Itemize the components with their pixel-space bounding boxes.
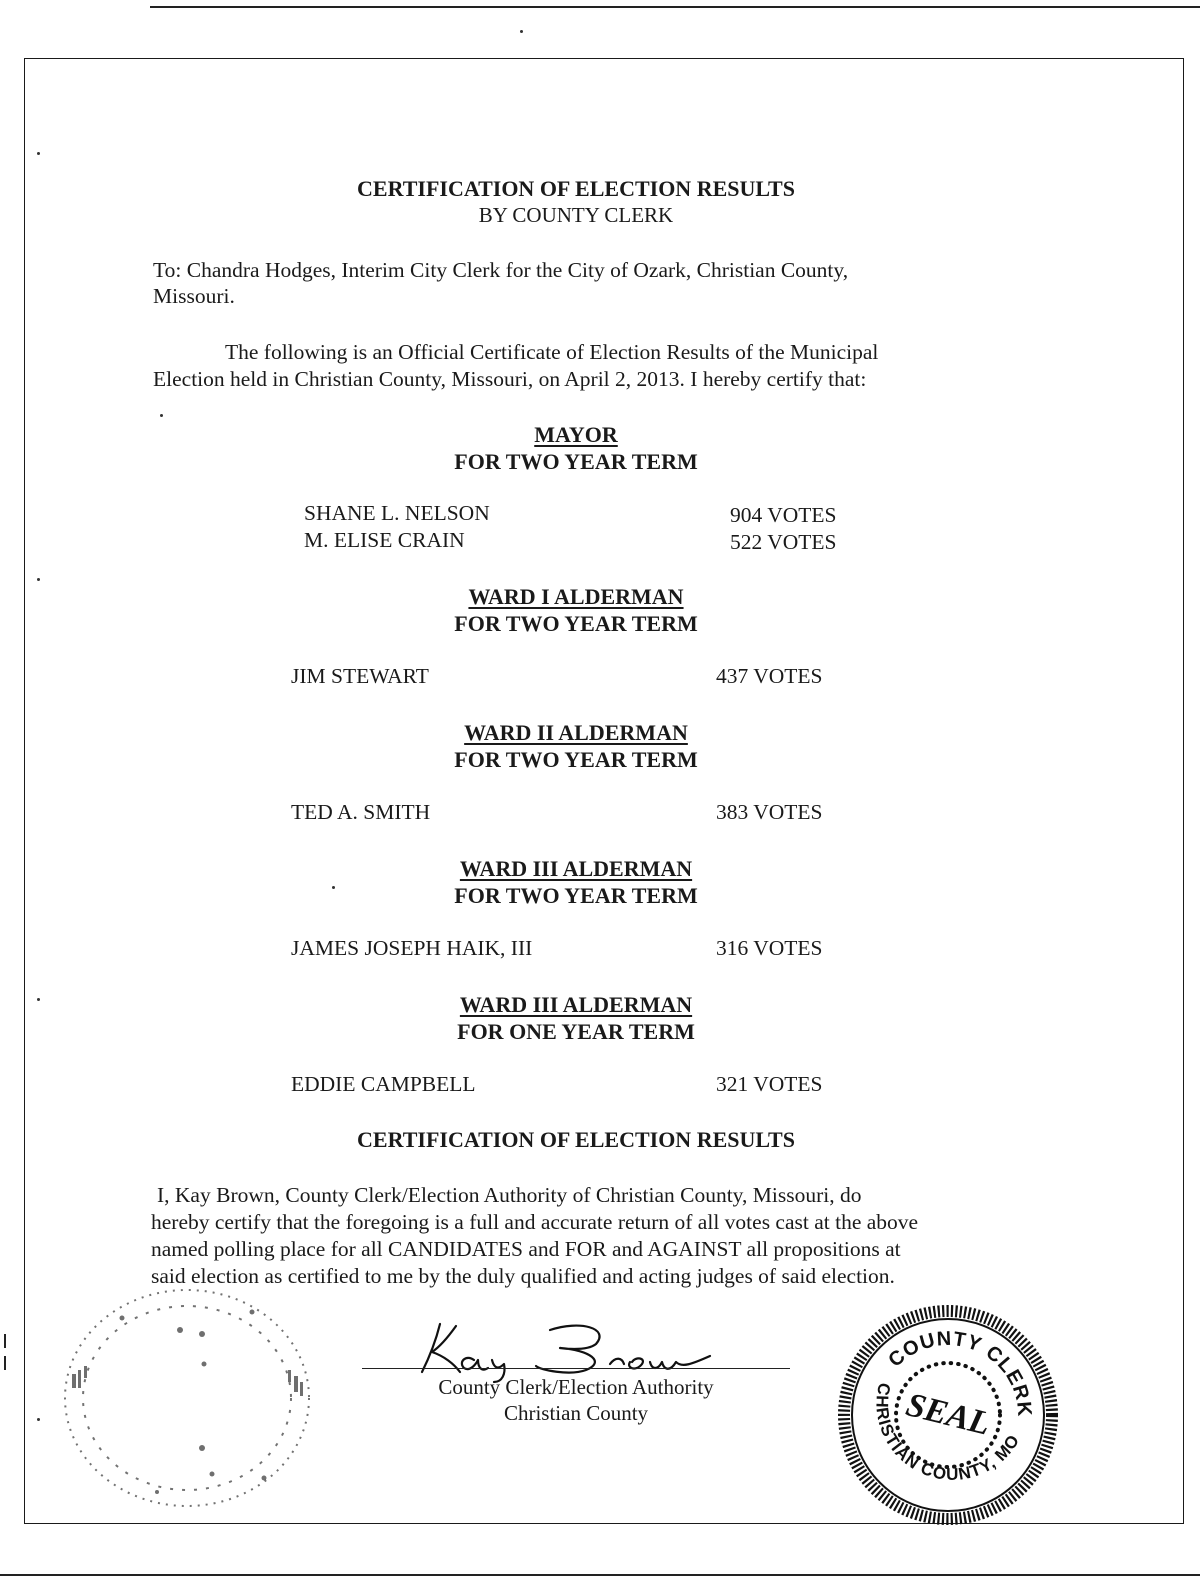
scan-margin-mark [4,1334,6,1348]
scan-speck [160,414,163,417]
certification-line-3: named polling place for all CANDIDATES and FOR and AGAINST all propositions at [151,1237,901,1261]
race-office-heading: WARD I ALDERMAN [468,584,684,609]
race-term-heading: FOR TWO YEAR TERM [454,883,698,908]
signature-line [362,1368,790,1369]
candidate-name: TED A. SMITH [291,800,431,824]
seal-top-text: COUNTY CLERK [884,1327,1036,1418]
race-office-heading: WARD II ALDERMAN [464,720,688,745]
candidate-name: JAMES JOSEPH HAIK, III [291,936,533,960]
signature-title: County Clerk/Election Authority [438,1375,714,1399]
addressee-line-1: To: Chandra Hodges, Interim City Clerk for the City of Ozark, Christian County, [153,258,849,282]
candidate-votes: 321 VOTES [716,1072,823,1096]
candidate-votes: 383 VOTES [716,800,823,824]
intro-line-1: The following is an Official Certificate of Election Results of the Municipal [225,340,879,364]
certification-line-4: said election as certified to me by the duly qualified and acting judges of said election. [151,1264,895,1288]
scan-speck [37,578,40,581]
county-clerk-seal [836,1303,1060,1527]
embossed-seal [52,1278,332,1518]
candidate-votes: 437 VOTES [716,664,823,688]
document-title: CERTIFICATION OF ELECTION RESULTS [357,176,795,201]
certification-line-2: hereby certify that the foregoing is a full and accurate return of all votes cast at the above [151,1210,919,1234]
scan-speck [37,152,40,155]
race-term-heading: FOR ONE YEAR TERM [457,1019,695,1044]
candidate-votes: 904 VOTES [730,503,837,527]
race-office-heading: MAYOR [534,422,618,447]
candidate-name: SHANE L. NELSON [304,501,490,525]
certification-line-1: I, Kay Brown, County Clerk/Election Authority of Christian County, Missouri, do [157,1183,862,1207]
signature-county: Christian County [503,1401,649,1425]
candidate-votes: 522 VOTES [730,530,837,554]
candidate-name: JIM STEWART [291,664,429,688]
race-office-heading: WARD III ALDERMAN [459,992,693,1017]
candidate-name: M. ELISE CRAIN [304,528,465,552]
candidate-name: EDDIE CAMPBELL [291,1072,476,1096]
race-term-heading: FOR TWO YEAR TERM [454,611,698,636]
scan-speck [520,30,523,33]
certification-heading: CERTIFICATION OF ELECTION RESULTS [357,1127,795,1152]
race-term-heading: FOR TWO YEAR TERM [454,449,698,474]
intro-line-2: Election held in Christian County, Missouri, on April 2, 2013. I hereby certify that: [153,367,867,391]
document-subtitle: BY COUNTY CLERK [478,203,674,227]
scan-speck [37,1418,40,1421]
seal-center-text: SEAL [902,1386,994,1443]
addressee-line-2: Missouri. [153,284,235,308]
candidate-votes: 316 VOTES [716,936,823,960]
page-bottom-border [0,1574,1200,1576]
scan-margin-mark [4,1356,6,1370]
race-office-heading: WARD III ALDERMAN [459,856,693,881]
race-term-heading: FOR TWO YEAR TERM [454,747,698,772]
page-top-border [150,6,1200,8]
seal-bottom-text: CHRISTIAN COUNTY, MO [872,1381,1024,1484]
